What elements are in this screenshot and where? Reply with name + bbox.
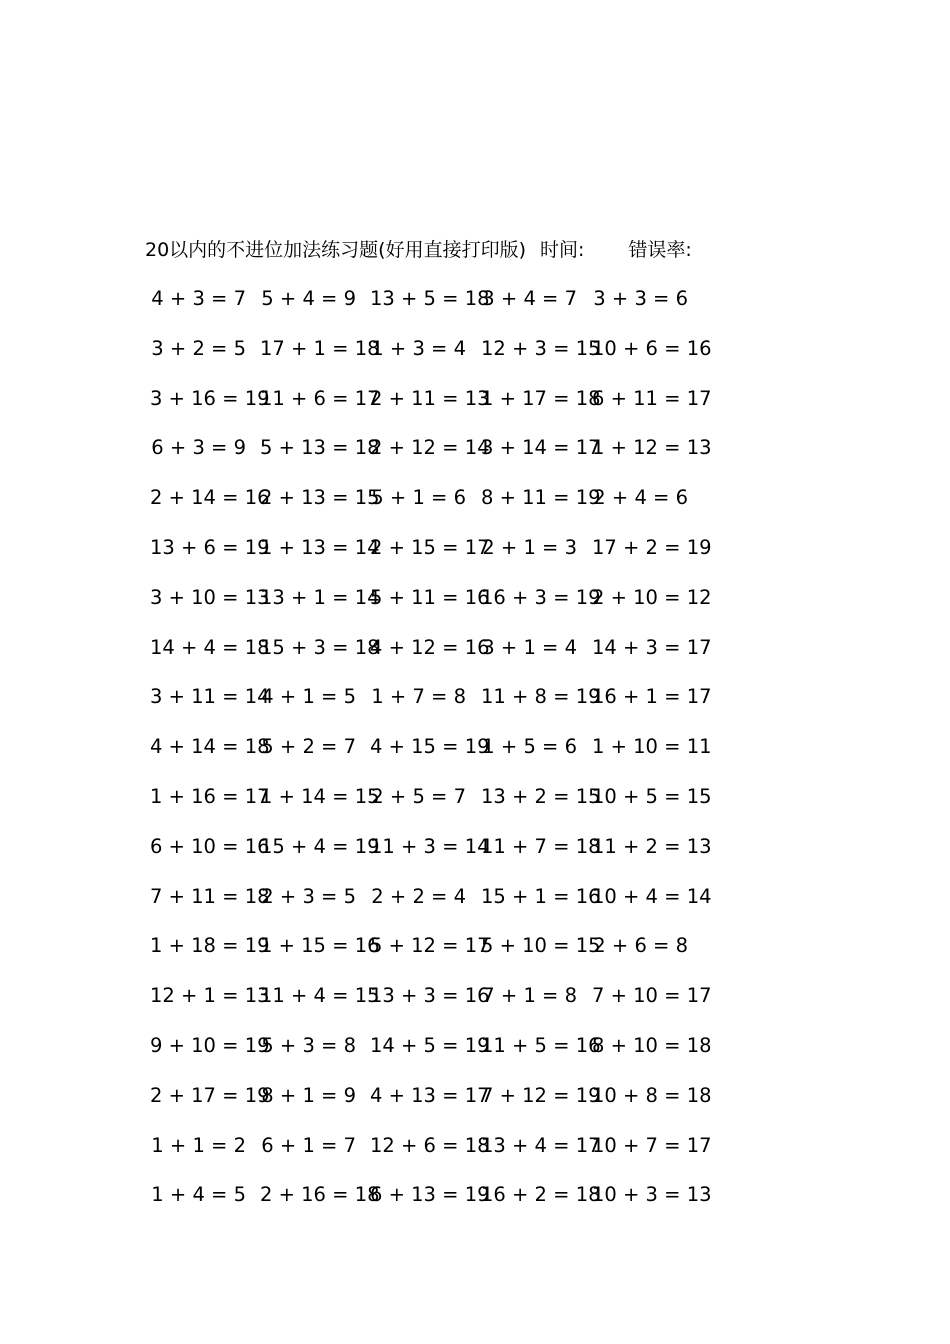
problem-item: 1 + 18 = 19: [150, 934, 270, 958]
problem-item: 15 + 3 = 18: [260, 635, 380, 659]
problem-item: 16 + 3 = 19: [481, 585, 601, 609]
problem-row: [150, 434, 710, 484]
problem-item: 2 + 15 = 17: [370, 535, 490, 559]
problem-item: 7 + 1 = 8: [482, 984, 577, 1008]
problem-item: 2 + 14 = 16: [150, 486, 270, 510]
problem-item: 13 + 6 = 19: [150, 535, 270, 559]
problem-item: 2 + 2 = 4: [371, 884, 466, 908]
problem-row: [150, 285, 710, 335]
problem-item: 12 + 6 = 18: [370, 1133, 490, 1157]
problem-row: [150, 733, 710, 783]
problem-item: 13 + 1 = 14: [260, 585, 380, 609]
problem-item: 10 + 7 = 17: [592, 1133, 712, 1157]
problem-row: [150, 1032, 710, 1082]
worksheet-header: [145, 236, 692, 264]
problem-item: 15 + 1 = 16: [481, 884, 601, 908]
problem-row: [150, 833, 710, 883]
problem-row: [150, 683, 710, 733]
problem-item: 5 + 13 = 18: [260, 436, 380, 460]
problem-item: 8 + 11 = 19: [481, 486, 601, 510]
problem-item: 1 + 5 = 6: [482, 735, 577, 759]
problem-row: [150, 534, 710, 584]
problem-item: 14 + 3 = 17: [592, 635, 712, 659]
problem-item: 2 + 16 = 18: [260, 1183, 380, 1207]
problem-item: 11 + 7 = 18: [481, 834, 601, 858]
problem-item: 7 + 11 = 18: [150, 884, 270, 908]
problem-item: 10 + 5 = 15: [592, 784, 712, 808]
problem-row: [150, 883, 710, 933]
problem-item: 14 + 4 = 18: [150, 635, 270, 659]
problem-item: 5 + 12 = 17: [370, 934, 490, 958]
problem-item: 17 + 1 = 18: [260, 336, 380, 360]
problem-item: 3 + 1 = 4: [482, 635, 577, 659]
problem-item: 1 + 7 = 8: [371, 685, 466, 709]
problem-item: 12 + 3 = 15: [481, 336, 601, 360]
problem-item: 8 + 10 = 18: [592, 1033, 712, 1057]
problem-item: 3 + 11 = 14: [150, 685, 270, 709]
problem-item: 7 + 12 = 19: [481, 1083, 601, 1107]
problem-item: 3 + 3 = 6: [593, 287, 688, 310]
problem-row: [150, 783, 710, 833]
problem-item: 3 + 2 = 5: [151, 336, 246, 360]
problem-row: [150, 982, 710, 1032]
problem-item: 17 + 2 = 19: [592, 535, 712, 559]
problem-item: 4 + 3 = 7: [151, 287, 246, 310]
problem-item: 5 + 3 = 8: [261, 1033, 356, 1057]
problem-row: [150, 385, 710, 435]
problem-item: 11 + 8 = 19: [481, 685, 601, 709]
problem-item: 4 + 12 = 16: [370, 635, 490, 659]
problem-item: 1 + 1 = 2: [151, 1133, 246, 1157]
problem-item: 14 + 5 = 19: [370, 1033, 490, 1057]
problem-item: 7 + 10 = 17: [592, 984, 712, 1008]
problem-item: 3 + 4 = 7: [482, 287, 577, 310]
problem-item: 15 + 4 = 19: [260, 834, 380, 858]
problem-item: 4 + 14 = 18: [150, 735, 270, 759]
time-label: 时间:: [540, 239, 585, 261]
problem-item: 2 + 13 = 15: [260, 486, 380, 510]
problem-item: 5 + 10 = 15: [481, 934, 601, 958]
problem-item: 11 + 4 = 15: [260, 984, 380, 1008]
problem-item: 2 + 10 = 12: [592, 585, 712, 609]
problem-item: 2 + 3 = 5: [261, 884, 356, 908]
problem-item: 5 + 2 = 7: [261, 735, 356, 759]
problem-item: 1 + 14 = 15: [260, 784, 380, 808]
problem-row: [150, 484, 710, 534]
problem-row: [150, 1132, 710, 1182]
problem-item: 12 + 1 = 13: [150, 984, 270, 1008]
problem-item: 11 + 2 = 13: [592, 834, 712, 858]
problem-item: 2 + 4 = 6: [593, 486, 688, 510]
problem-item: 1 + 12 = 13: [592, 436, 712, 460]
problem-item: 16 + 1 = 17: [592, 685, 712, 709]
problem-item: 13 + 2 = 15: [481, 784, 601, 808]
problem-item: 13 + 5 = 18: [370, 287, 490, 310]
problem-item: 9 + 10 = 19: [150, 1033, 270, 1057]
problem-grid: [150, 285, 710, 1231]
problem-item: 2 + 1 = 3: [482, 535, 577, 559]
problem-row: [150, 1181, 710, 1231]
problem-item: 10 + 8 = 18: [592, 1083, 712, 1107]
problem-item: 6 + 11 = 17: [592, 386, 712, 410]
problem-item: 1 + 13 = 14: [260, 535, 380, 559]
problem-item: 4 + 1 = 5: [261, 685, 356, 709]
problem-item: 3 + 14 = 17: [481, 436, 601, 460]
problem-row: [150, 1082, 710, 1132]
problem-item: 2 + 6 = 8: [593, 934, 688, 958]
error-rate-label: 错误率:: [628, 239, 692, 261]
problem-item: 11 + 3 = 14: [370, 834, 490, 858]
problem-item: 2 + 5 = 7: [371, 784, 466, 808]
problem-item: 6 + 13 = 19: [370, 1183, 490, 1207]
problem-item: 8 + 1 = 9: [261, 1083, 356, 1107]
problem-item: 10 + 3 = 13: [592, 1183, 712, 1207]
problem-item: 3 + 16 = 19: [150, 386, 270, 410]
problem-item: 10 + 4 = 14: [592, 884, 712, 908]
problem-item: 2 + 12 = 14: [370, 436, 490, 460]
problem-item: 5 + 1 = 6: [371, 486, 466, 510]
problem-item: 3 + 10 = 13: [150, 585, 270, 609]
problem-item: 13 + 3 = 16: [370, 984, 490, 1008]
problem-item: 1 + 16 = 17: [150, 784, 270, 808]
problem-item: 4 + 13 = 17: [370, 1083, 490, 1107]
problem-item: 1 + 10 = 11: [592, 735, 712, 759]
problem-row: [150, 634, 710, 684]
worksheet-title: 20以内的不进位加法练习题(好用直接打印版): [145, 239, 527, 261]
problem-item: 1 + 3 = 4: [371, 336, 466, 360]
problem-item: 6 + 10 = 16: [150, 834, 270, 858]
problem-row: [150, 584, 710, 634]
problem-item: 6 + 3 = 9: [151, 436, 246, 460]
problem-item: 11 + 6 = 17: [260, 386, 380, 410]
problem-item: 1 + 4 = 5: [151, 1183, 246, 1207]
problem-item: 5 + 4 = 9: [261, 287, 356, 310]
problem-row: [150, 932, 710, 982]
problem-item: 13 + 4 = 17: [481, 1133, 601, 1157]
problem-item: 2 + 11 = 13: [370, 386, 490, 410]
problem-item: 2 + 17 = 19: [150, 1083, 270, 1107]
problem-item: 6 + 1 = 7: [261, 1133, 356, 1157]
problem-item: 11 + 5 = 16: [481, 1033, 601, 1057]
problem-item: 1 + 17 = 18: [481, 386, 601, 410]
problem-item: 4 + 15 = 19: [370, 735, 490, 759]
problem-item: 10 + 6 = 16: [592, 336, 712, 360]
problem-item: 16 + 2 = 18: [481, 1183, 601, 1207]
problem-item: 5 + 11 = 16: [370, 585, 490, 609]
problem-item: 1 + 15 = 16: [260, 934, 380, 958]
problem-row: [150, 335, 710, 385]
